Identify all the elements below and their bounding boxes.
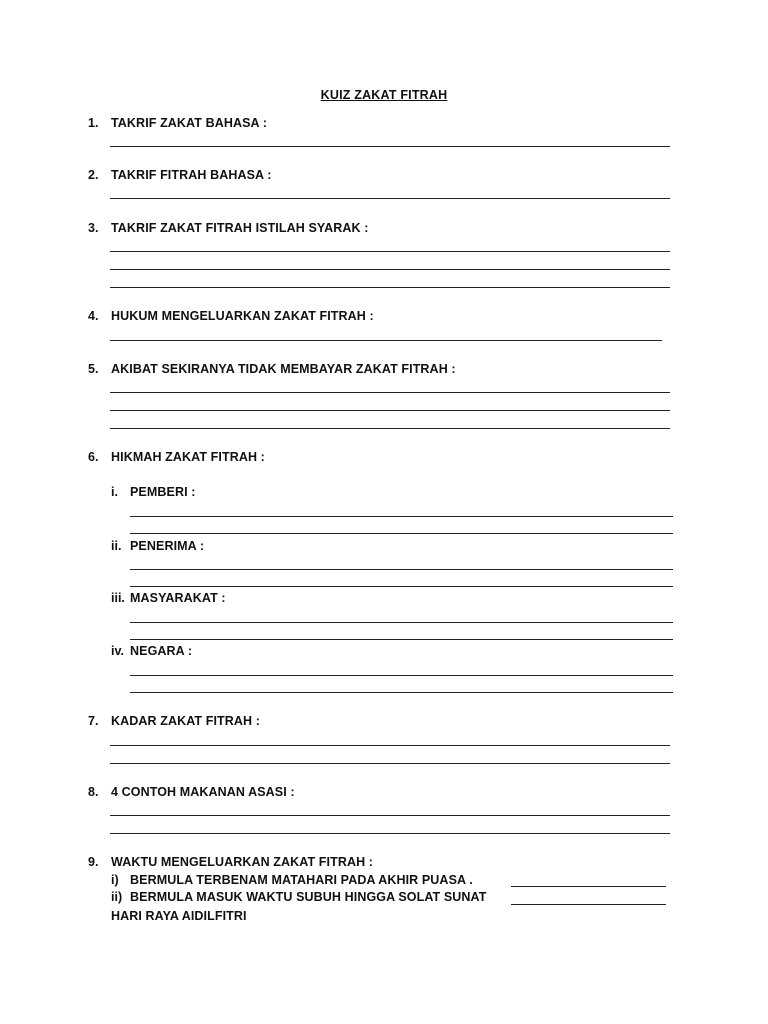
question-3-text: TAKRIF ZAKAT FITRAH ISTILAH SYARAK : (111, 221, 369, 235)
question-3-number: 3. (88, 221, 99, 235)
question-6-text: HIKMAH ZAKAT FITRAH : (111, 450, 265, 464)
answer-line[interactable] (110, 269, 670, 270)
answer-line[interactable] (130, 639, 673, 640)
answer-line[interactable] (110, 251, 670, 252)
question-4-text: HUKUM MENGELUARKAN ZAKAT FITRAH : (111, 309, 374, 323)
page-title: KUIZ ZAKAT FITRAH (320, 88, 448, 102)
hikmah-item-4-text: NEGARA : (130, 644, 193, 658)
question-4-number: 4. (88, 309, 99, 323)
question-5-number: 5. (88, 362, 99, 376)
answer-line[interactable] (110, 340, 662, 341)
question-1-number: 1. (88, 116, 99, 130)
question-9-text: WAKTU MENGELUARKAN ZAKAT FITRAH : (111, 855, 374, 869)
answer-line[interactable] (110, 745, 670, 746)
answer-line[interactable] (110, 763, 670, 764)
answer-line[interactable] (130, 675, 673, 676)
waktu-item-1-text: BERMULA TERBENAM MATAHARI PADA AKHIR PUASA . (130, 873, 473, 887)
answer-line[interactable] (130, 569, 673, 570)
answer-line[interactable] (110, 833, 670, 834)
answer-line[interactable] (130, 692, 673, 693)
answer-line[interactable] (110, 146, 670, 147)
answer-blank[interactable] (511, 904, 666, 905)
question-6-number: 6. (88, 450, 99, 464)
question-9-number: 9. (88, 855, 99, 869)
question-8-number: 8. (88, 785, 99, 799)
question-7-number: 7. (88, 714, 99, 728)
hikmah-item-2-text: PENERIMA : (130, 539, 205, 553)
hikmah-item-3-number: iii. (111, 591, 125, 605)
question-1-text: TAKRIF ZAKAT BAHASA : (111, 116, 268, 130)
question-8-text: 4 CONTOH MAKANAN ASASI : (111, 785, 295, 799)
answer-line[interactable] (130, 622, 673, 623)
answer-line[interactable] (110, 392, 670, 393)
question-7-text: KADAR ZAKAT FITRAH : (111, 714, 260, 728)
question-2-number: 2. (88, 168, 99, 182)
answer-line[interactable] (110, 410, 670, 411)
answer-line[interactable] (110, 428, 670, 429)
answer-line[interactable] (110, 815, 670, 816)
answer-line[interactable] (110, 287, 670, 288)
question-2-text: TAKRIF FITRAH BAHASA : (111, 168, 272, 182)
hikmah-item-1-text: PEMBERI : (130, 485, 196, 499)
hikmah-item-1-number: i. (111, 485, 118, 499)
answer-line[interactable] (130, 516, 673, 517)
answer-blank[interactable] (511, 886, 666, 887)
hikmah-item-2-number: ii. (111, 539, 122, 553)
hikmah-item-3-text: MASYARAKAT : (130, 591, 226, 605)
answer-line[interactable] (110, 198, 670, 199)
waktu-item-2-text: BERMULA MASUK WAKTU SUBUH HINGGA SOLAT SUNAT (130, 890, 487, 904)
waktu-item-2-text-continued: HARI RAYA AIDILFITRI (111, 909, 247, 923)
hikmah-item-4-number: iv. (111, 644, 124, 658)
waktu-item-1-number: i) (111, 873, 119, 887)
answer-line[interactable] (130, 533, 673, 534)
waktu-item-2-number: ii) (111, 890, 123, 904)
question-5-text: AKIBAT SEKIRANYA TIDAK MEMBAYAR ZAKAT FITRAH : (111, 362, 456, 376)
answer-line[interactable] (130, 586, 673, 587)
